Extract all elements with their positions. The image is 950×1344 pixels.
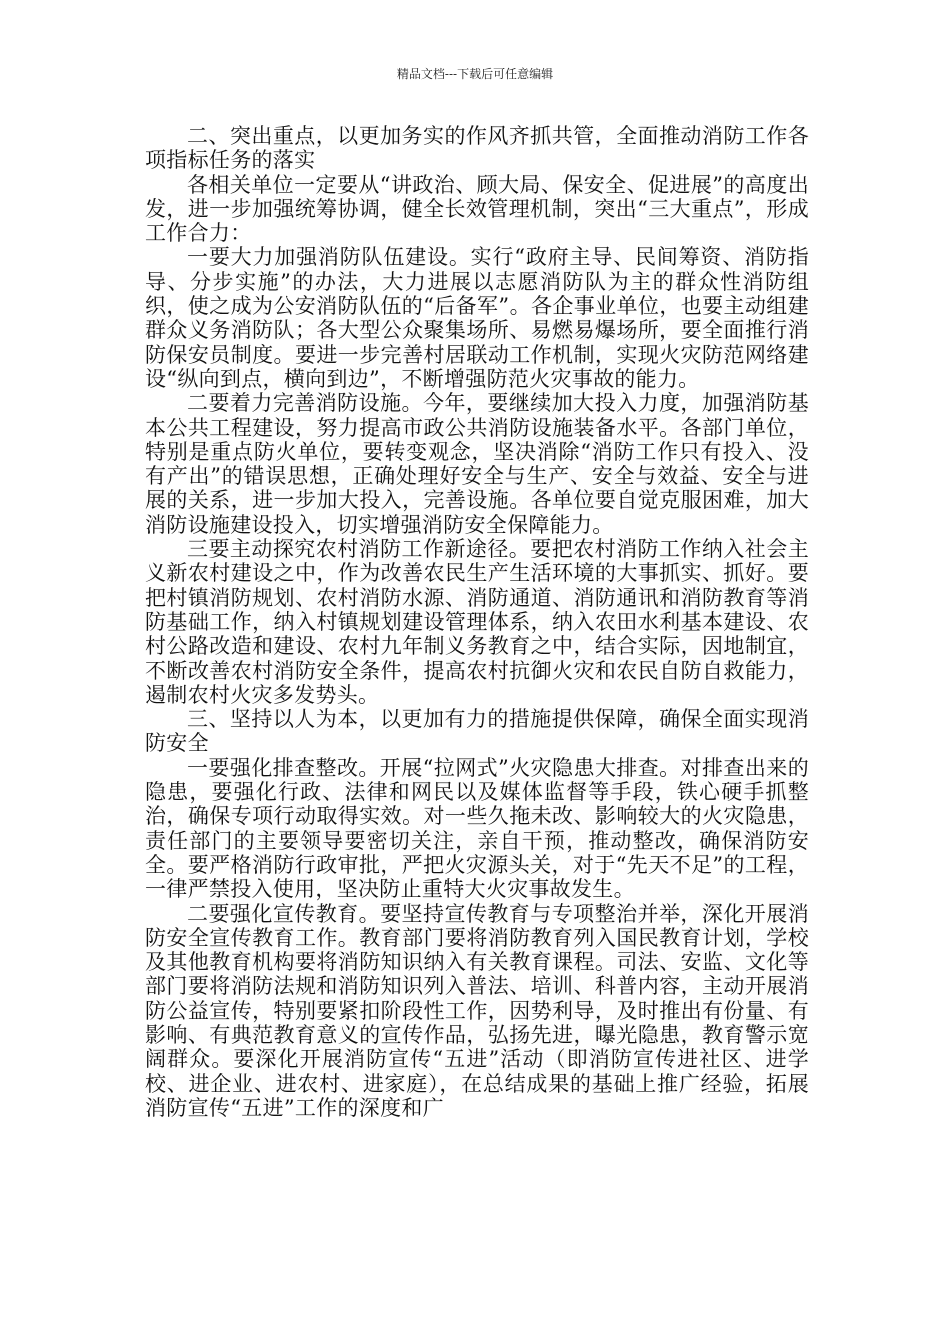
section-heading-3: 三、坚持以人为本，以更加有力的措施提供保障，确保全面实现消防安全 (145, 707, 809, 756)
section-heading-2: 二、突出重点，以更加务实的作风齐抓共管，全面推动消防工作各项指标任务的落实 (145, 124, 809, 173)
paragraph: 一要强化排查整改。开展“拉网式”火灾隐患大排查。对排查出来的隐患，要强化行政、法律和网民以及媒体监督等手段，铁心硬手抓整治，确保专项行动取得实效。对一些久拖未改、影响较大的火灾隐患，责任部门的主要领导要密切关注，亲自干预，推动整改，确保消防安全。要严格消防行政审批，严把火灾源头关，对于“先天不足”的工程，一律严禁投入使用，坚决防止重特大火灾事故发生。 (145, 755, 809, 902)
document-body (145, 124, 809, 1120)
page-header: 精品文档---下载后可任意编辑 (396, 67, 554, 81)
paragraph: 一要大力加强消防队伍建设。实行“政府主导、民间筹资、消防指导、分步实施”的办法，大力进展以志愿消防队为主的群众性消防组织，使之成为公安消防队伍的“后备军”。各企事业单位，也要主动组建群众义务消防队；各大型公众聚集场所、易燃易爆场所，要全面推行消防保安员制度。要进一步完善村居联动工作机制，实现火灾防范网络建设“纵向到点，横向到边”，不断增强防范火灾事故的能力。 (145, 245, 809, 391)
paragraph: 各相关单位一定要从“讲政治、顾大局、保安全、促进展”的高度出发，进一步加强统筹协调，健全长效管理机制，突出“三大重点”，形成工作合力： (145, 172, 809, 246)
paragraph: 三要主动探究农村消防工作新途径。要把农村消防工作纳入社会主义新农村建设之中，作为改善农民生产生活环境的大事抓实、抓好。要把村镇消防规划、农村消防水源、消防通道、消防通讯和消防教育等消防基础工作，纳入村镇规划建设管理体系，纳入农田水利基本建设、农村公路改造和建设、农村九年制义务教育之中，结合实际，因地制宜，不断改善农村消防安全条件，提高农村抗御火灾和农民自防自救能力，遏制农村火灾多发势头。 (145, 537, 809, 707)
paragraph: 二要着力完善消防设施。今年，要继续加大投入力度，加强消防基本公共工程建设，努力提高市政公共消防设施装备水平。各部门单位，特别是重点防火单位，要转变观念，坚决消除“消防工作只有投入、没有产出”的错误思想，正确处理好安全与生产、安全与效益、安全与进展的关系，进一步加大投入，完善设施。各单位要自觉克服困难，加大消防设施建设投入，切实增强消防安全保障能力。 (145, 391, 809, 537)
paragraph: 二要强化宣传教育。要坚持宣传教育与专项整治并举，深化开展消防安全宣传教育工作。教育部门要将消防教育列入国民教育计划，学校及其他教育机构要将消防知识纳入有关教育课程。司法、安监、文化等部门要将消防法规和消防知识列入普法、培训、科普内容，主动开展消防公益宣传，特别要紧扣阶段性工作，因势利导，及时推出有份量、有影响、有典范教育意义的宣传作品，弘扬先进，曝光隐患，教育警示宽阔群众。要深化开展消防宣传“五进”活动（即消防宣传进社区、进学校、进企业、进农村、进家庭），在总结成果的基础上推广经验，拓展消防宣传“五进”工作的深度和广 (145, 901, 809, 1120)
